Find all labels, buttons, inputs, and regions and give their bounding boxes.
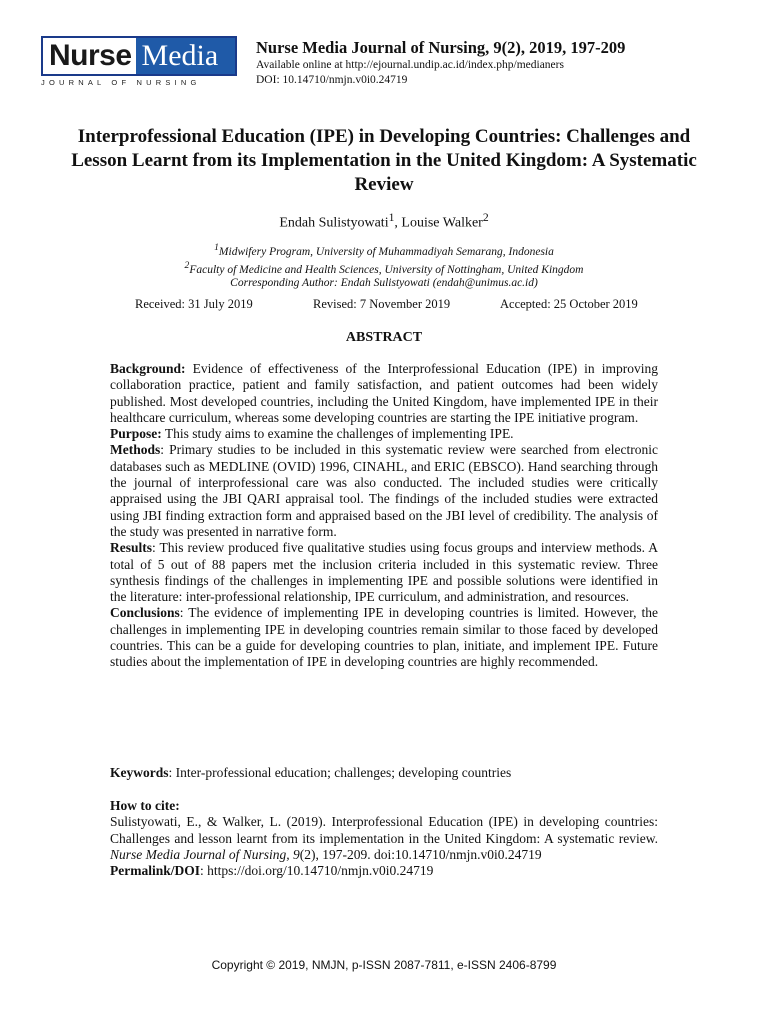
cite-label: How to cite: xyxy=(110,798,180,813)
copyright-footer: Copyright © 2019, NMJN, p-ISSN 2087-7811, e-ISSN 2406-8799 xyxy=(211,958,557,972)
background-label: Background: xyxy=(110,361,186,376)
permalink-url[interactable]: : https://doi.org/10.14710/nmjn.v0i0.24719 xyxy=(200,863,434,879)
methods-text: : Primary studies to be included in this systematic review were searched from electronic databases such as MEDLINE (OVID) 1996, CINAHL, and ERIC (EBSCO). Hand searching through the journal of interprofessional care was also conducted. The included studies were critically appraised using the JBI QARI appraisal tool. The findings of the included studies were extracted using JBI finding extraction form and appraised based on the JBI level of credibility. The analysis of the study was presented in narrative form. xyxy=(110,442,658,539)
abstract-body xyxy=(110,361,658,671)
affiliation-1-sup: 1 xyxy=(214,242,219,253)
journal-logo xyxy=(41,36,237,90)
abstract-heading: ABSTRACT xyxy=(345,330,423,345)
author-1-sup: 1 xyxy=(388,211,395,224)
keywords-text: : Inter-professional education; challenges; developing countries xyxy=(168,765,512,780)
conclusions-label: Conclusions xyxy=(110,605,180,621)
logo-word-nurse: Nurse xyxy=(43,38,136,74)
affiliation-2-text: Faculty of Medicine and Health Sciences, University of Nottingham, United Kingdom xyxy=(189,263,584,276)
citation-pre: Sulistyowati, E., & Walker, L. (2019). Interprofessional Education (IPE) in developing countries: Challenges and lesson learnt from its implementation in the United Kingdom: A systematic review. xyxy=(110,814,658,846)
author-1: Endah Sulistyowati xyxy=(279,215,389,231)
methods-label: Methods xyxy=(110,442,161,458)
corresponding-author: Corresponding Author: Endah Sulistyowati (endah@unimus.ac.id) xyxy=(230,276,538,289)
date-revised: Revised: 7 November 2019 xyxy=(313,297,451,311)
citation-journal: Nurse Media Journal of Nursing, 9 xyxy=(110,846,300,862)
keywords-label: Keywords xyxy=(110,765,169,780)
abstract-methods xyxy=(110,442,658,540)
paper-title: Interprofessional Education (IPE) in Developing Countries: Challenges and Lesson Learnt from its Implementation in the United Kingdom: A Systematic Review xyxy=(71,126,697,195)
purpose-label: Purpose: xyxy=(110,426,162,442)
conclusions-text: : The evidence of implementing IPE in developing countries is limited. However, the challenges in implementing IPE in developing countries remain similar to those faced by developed countries. This can be a guide for developing countries to plan, initiate, and implement IPE. Future studies about the implementation of IPE in developing countries are highly recommended. xyxy=(110,605,658,670)
journal-doi: DOI: 10.14710/nmjn.v0i0.24719 xyxy=(256,74,408,86)
abstract-purpose xyxy=(110,426,658,442)
citation-post: (2), 197-209. doi:10.14710/nmjn.v0i0.24719 xyxy=(299,846,542,862)
background-text: Evidence of effectiveness of the Interprofessional Education (IPE) in improving collaboration practice, patient and family satisfaction, and patient outcomes had been widely published. Most developed countries, including the United Kingdom, have implemented IPE in their healthcare curriculum, whereas some developing countries are starting the IPE initiative program. xyxy=(110,361,658,425)
journal-title: Nurse Media Journal of Nursing, 9(2), 2019, 197-209 xyxy=(256,38,626,57)
journal-header xyxy=(256,38,736,88)
affiliations xyxy=(0,241,768,290)
logo-subtitle: JOURNAL OF NURSING xyxy=(41,78,201,87)
affiliation-1 xyxy=(0,241,768,259)
date-accepted: Accepted: 25 October 2019 xyxy=(500,297,638,311)
citation-text xyxy=(110,814,658,863)
results-label: Results xyxy=(110,540,153,556)
permalink-label: Permalink/DOI xyxy=(110,863,200,879)
author-separator: , xyxy=(394,215,402,231)
purpose-text: This study aims to examine the challenges of implementing IPE. xyxy=(161,426,514,442)
date-received: Received: 31 July 2019 xyxy=(135,297,253,311)
abstract-results xyxy=(110,540,658,605)
abstract-conclusions xyxy=(110,605,658,670)
how-to-cite xyxy=(110,798,658,879)
author-line xyxy=(0,211,768,232)
journal-url[interactable]: Available online at http://ejournal.undip.ac.id/index.php/medianers xyxy=(256,59,564,71)
permalink xyxy=(110,863,658,879)
affiliation-2 xyxy=(0,259,768,277)
abstract-background xyxy=(110,361,658,426)
affiliation-1-text: Midwifery Program, University of Muhammadiyah Semarang, Indonesia xyxy=(218,245,554,258)
results-text: : This review produced five qualitative studies using focus groups and interview methods. A total of 5 out of 88 papers met the inclusion criteria included in this systematic review. Three synthesis findings of the challenges in implementing IPE and possible solutions were identified in the literature: inter-professional relationship, IPE curriculum, and administration, and resources. xyxy=(110,540,658,605)
keywords xyxy=(110,765,658,781)
logo-word-media: Media xyxy=(136,38,235,74)
affiliation-2-sup: 2 xyxy=(184,259,190,271)
author-2-sup: 2 xyxy=(482,211,489,224)
author-2: Louise Walker xyxy=(401,215,483,231)
